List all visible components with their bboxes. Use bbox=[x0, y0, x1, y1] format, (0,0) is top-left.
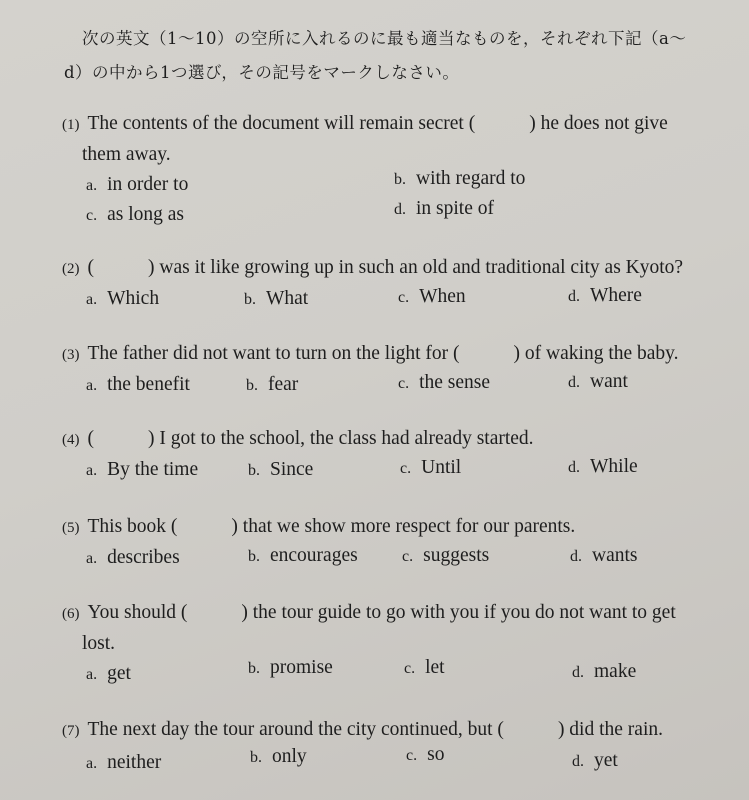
instructions-line-1: 次の英文（1～10）の空所に入れるのに最も適当なものを，それぞれ下記（a～ bbox=[82, 29, 687, 48]
question-2 bbox=[62, 253, 734, 314]
option-letter: d. bbox=[572, 753, 584, 770]
option-letter: c. bbox=[86, 207, 98, 224]
option-text: get bbox=[107, 663, 131, 684]
option-c bbox=[86, 200, 184, 231]
option-text: suggests bbox=[423, 545, 490, 566]
question-stem bbox=[62, 598, 734, 629]
stem-before-blank: The contents of the document will remain secret ( bbox=[87, 113, 476, 134]
option-letter: b. bbox=[246, 377, 258, 394]
option-text: fear bbox=[268, 374, 299, 395]
option-letter: c. bbox=[400, 460, 412, 477]
stem-continuation: lost. bbox=[82, 633, 116, 654]
option-letter: d. bbox=[394, 201, 406, 218]
option-b bbox=[248, 653, 333, 684]
option-text: Which bbox=[107, 288, 160, 309]
option-d bbox=[394, 194, 494, 225]
stem-after-blank: ) did the rain. bbox=[557, 719, 663, 740]
question-number: (3) bbox=[62, 347, 80, 363]
question-6 bbox=[62, 598, 734, 689]
option-text: encourages bbox=[270, 545, 358, 566]
instructions-line-2: d）の中から1つ選び，その記号をマークしなさい。 bbox=[64, 63, 460, 82]
option-text: What bbox=[266, 288, 309, 309]
stem-after-blank: ) of waking the baby. bbox=[513, 343, 679, 364]
option-letter: b. bbox=[248, 660, 260, 677]
option-letter: a. bbox=[86, 550, 98, 567]
option-a bbox=[86, 370, 190, 401]
option-letter: b. bbox=[248, 548, 260, 565]
option-letter: c. bbox=[402, 548, 414, 565]
option-d bbox=[568, 281, 642, 312]
option-text: let bbox=[425, 657, 445, 678]
option-letter: d. bbox=[570, 548, 582, 565]
option-text: want bbox=[590, 371, 628, 392]
option-letter: c. bbox=[406, 747, 418, 764]
option-b bbox=[250, 742, 307, 773]
option-text: When bbox=[419, 286, 466, 307]
option-text: make bbox=[594, 661, 637, 682]
option-text: By the time bbox=[107, 459, 199, 480]
option-letter: a. bbox=[86, 755, 98, 772]
stem-after-blank: ) that we show more respect for our parents. bbox=[231, 516, 576, 537]
option-c bbox=[406, 740, 444, 771]
option-b bbox=[394, 164, 525, 195]
option-row bbox=[62, 543, 734, 573]
question-5 bbox=[62, 512, 734, 573]
option-letter: a. bbox=[86, 291, 98, 308]
stem-before-blank: ( bbox=[87, 257, 94, 278]
option-a bbox=[86, 455, 198, 486]
option-b bbox=[244, 284, 308, 315]
stem-continuation: them away. bbox=[82, 144, 171, 165]
option-text: neither bbox=[107, 752, 162, 773]
stem-before-blank: You should ( bbox=[87, 602, 188, 623]
stem-after-blank: ) the tour guide to go with you if you do not want to get bbox=[241, 602, 676, 623]
option-row bbox=[62, 746, 734, 776]
option-letter: a. bbox=[86, 377, 98, 394]
option-d bbox=[568, 452, 638, 483]
option-row bbox=[62, 455, 734, 485]
stem-before-blank: This book ( bbox=[87, 516, 178, 537]
question-number: (2) bbox=[62, 261, 80, 277]
option-letter: c. bbox=[398, 289, 410, 306]
question-number: (6) bbox=[62, 606, 80, 622]
option-b bbox=[246, 370, 298, 401]
option-letter: d. bbox=[568, 374, 580, 391]
question-stem bbox=[62, 253, 734, 284]
option-d bbox=[570, 541, 638, 572]
option-b bbox=[248, 455, 313, 486]
option-letter: b. bbox=[250, 749, 262, 766]
option-text: the sense bbox=[419, 372, 491, 393]
option-d bbox=[568, 367, 628, 398]
option-letter: c. bbox=[398, 375, 410, 392]
question-stem bbox=[62, 512, 734, 543]
option-a bbox=[86, 659, 131, 690]
option-letter: d. bbox=[568, 288, 580, 305]
option-text: in order to bbox=[107, 174, 189, 195]
option-c bbox=[398, 368, 490, 399]
option-row bbox=[62, 370, 734, 400]
option-letter: b. bbox=[244, 291, 256, 308]
option-text: Where bbox=[590, 285, 642, 306]
option-letter: d. bbox=[572, 664, 584, 681]
option-letter: a. bbox=[86, 666, 98, 683]
question-stem bbox=[62, 339, 734, 370]
option-c bbox=[402, 541, 489, 572]
option-c bbox=[400, 453, 461, 484]
option-row bbox=[62, 659, 734, 689]
question-3 bbox=[62, 339, 734, 400]
option-letter: d. bbox=[568, 459, 580, 476]
question-number: (4) bbox=[62, 432, 80, 448]
option-text: describes bbox=[107, 547, 180, 568]
option-c bbox=[404, 653, 445, 684]
option-letter: b. bbox=[248, 462, 260, 479]
stem-before-blank: ( bbox=[87, 428, 94, 449]
option-text: as long as bbox=[107, 204, 185, 225]
option-letter: a. bbox=[86, 177, 98, 194]
option-a bbox=[86, 170, 188, 201]
option-text: so bbox=[427, 744, 445, 765]
option-row bbox=[62, 200, 734, 230]
option-text: Since bbox=[270, 459, 314, 480]
question-number: (1) bbox=[62, 117, 80, 133]
stem-before-blank: The next day the tour around the city continued, but ( bbox=[87, 719, 504, 740]
option-a bbox=[86, 543, 180, 574]
option-a bbox=[86, 748, 161, 779]
question-4 bbox=[62, 424, 734, 485]
option-row bbox=[62, 284, 734, 314]
option-letter: b. bbox=[394, 171, 406, 188]
question-7 bbox=[62, 715, 734, 776]
stem-after-blank: ) was it like growing up in such an old and traditional city as Kyoto? bbox=[148, 257, 684, 278]
instructions bbox=[64, 22, 724, 90]
option-text: yet bbox=[594, 750, 618, 771]
question-stem bbox=[62, 424, 734, 455]
option-text: only bbox=[272, 746, 307, 767]
option-a bbox=[86, 284, 159, 315]
question-stem bbox=[62, 109, 734, 140]
option-text: in spite of bbox=[416, 198, 494, 219]
option-text: with regard to bbox=[416, 168, 526, 189]
question-number: (5) bbox=[62, 520, 80, 536]
stem-after-blank: ) he does not give bbox=[529, 113, 668, 134]
stem-after-blank: ) I got to the school, the class had already started. bbox=[148, 428, 534, 449]
option-d bbox=[572, 746, 618, 777]
option-d bbox=[572, 657, 636, 688]
question-1 bbox=[62, 109, 734, 230]
question-number: (7) bbox=[62, 723, 80, 739]
question-stem bbox=[62, 715, 734, 746]
option-text: Until bbox=[421, 457, 462, 478]
stem-before-blank: The father did not want to turn on the light for ( bbox=[87, 343, 460, 364]
option-text: the benefit bbox=[107, 374, 190, 395]
option-text: While bbox=[590, 456, 638, 477]
option-c bbox=[398, 282, 466, 313]
option-b bbox=[248, 541, 358, 572]
option-text: wants bbox=[592, 545, 638, 566]
option-letter: c. bbox=[404, 660, 416, 677]
option-text: promise bbox=[270, 657, 333, 678]
option-letter: a. bbox=[86, 462, 98, 479]
